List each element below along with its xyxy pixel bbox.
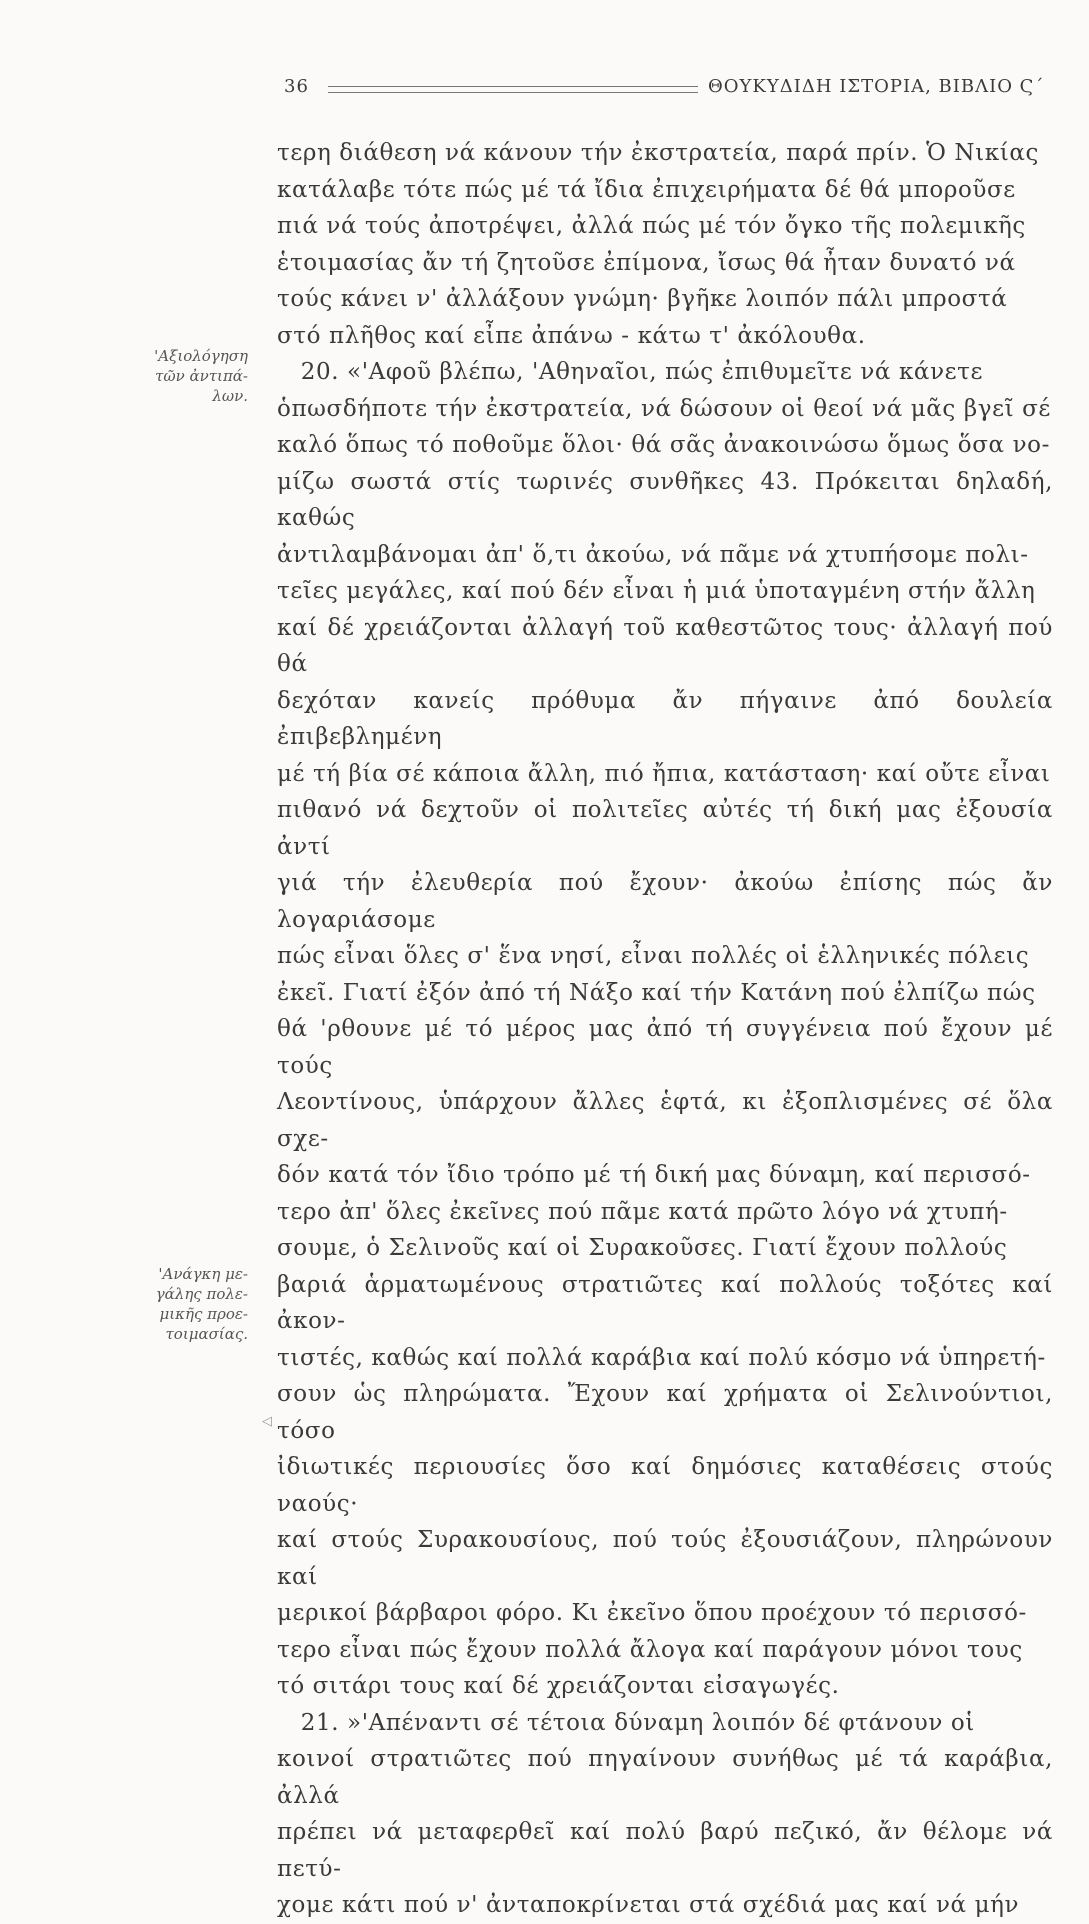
footer-mark: ◁ <box>262 1414 272 1429</box>
header-rule <box>328 86 698 93</box>
body-text: τερη διάθεση νά κάνουν τήν ἐκστρατεία, παρά πρίν. Ὁ Νικίας κατάλαβε τότε πώς μέ τά ἴδια ἐπιχειρήματα δέ θά μποροῦσε πιά νά τούς ἀποτρέψει, ἀλλά πώς μέ τόν ὄγκο τῆς πολεμικῆς ἑτοιμασίας ἄν τή ζητοῦσε ἐπίμονα, ἴσως θά ἦταν δυνατό νά τούς κάνει ν' ἀλλάξουν γνώμη· βγῆκε λοιπόν πάλι μπροστά στό πλῆθος καί εἶπε ἀπάνω - κάτω τ' ἀκόλουθα. 20. «'Αφοῦ βλέπω, 'Αθηναῖοι, πώς ἐπιθυμεῖτε νά κάνετε ὁπωσδήποτε τήν ἐκστρατεία, νά δώσουν οἱ θεοί νά μᾶς βγεῖ σέ καλό ὅπως τό ποθοῦμε ὅλοι· θά σᾶς ἀνακοινώσω ὅμως ὅσα νο- μίζω σωστά στίς τωρινές συνθῆκες 43. Πρόκειται δηλαδή, καθώς ἀντιλαμβάνομαι ἀπ' ὅ,τι ἀκούω, νά πᾶμε νά χτυπήσομε πολι- τεῖες μεγάλες, καί πού δέν εἶναι ἡ μιά ὑποταγμένη στήν ἄλλη καί δέ χρειάζονται ἀλλαγή τοῦ καθεστῶτος τους· ἀλλαγή πού θά δεχόταν κανείς πρόθυμα ἄν πήγαινε ἀπό δουλεία ἐπιβεβλημένη μέ τή βία σέ κάποια ἄλλη, πιό ἤπια, κατάσταση· καί οὔτε εἶναι πιθανό νά δεχτοῦν οἱ πολιτεῖες αὐτές τή δική μας ἐξουσία ἀντί γιά τήν ἐλευθερία πού ἔχουν· ἀκούω ἐπίσης πώς ἄν λογαριάσομε πώς εἶναι ὅλες σ' ἕνα νησί, εἶναι πολλές οἱ ἑλληνικές πόλεις ἐκεῖ. Γιατί ἐξόν ἀπό τή Νάξο καί τήν Κατάνη πού ἐλπίζω πώς θά 'ρθουνε μέ τό μέρος μας ἀπό τή συγγένεια πού ἔχουν μέ τούς Λεοντίνους, ὑπάρχουν ἄλλες ἑφτά, κι ἐξοπλισμένες σέ ὅλα σχε- δόν κατά τόν ἴδιο τρόπο μέ τή δική μας δύναμη, καί περισσό- τερο ἀπ' ὅλες ἐκεῖνες πού πᾶμε κατά πρῶτο λόγο νά χτυπή- σουμε, ὁ Σελινοῦς καί οἱ Συρακοῦσες. Γιατί ἔχουν πολλούς βαριά ἁρματωμένους στρατιῶτες καί πολλούς τοξότες καί ἀκον- τιστές, καθώς καί πολλά καράβια καί πολύ κόσμο νά ὑπηρετή- σουν ὡς πληρώματα. Ἔχουν καί χρήματα οἱ Σελινούντιοι, τόσο ἰδιωτικές περιουσίες ὅσο καί δημόσιες καταθέσεις στούς ναούς· καί στούς Συρακουσίους, πού τούς ἐξουσιάζουν, πληρώνουν καί μερικοί βάρβαροι φόρο. Κι ἐκεῖνο ὅπου προέχουν τό περισσό- τερο εἶναι πώς ἔχουν πολλά ἄλογα καί παράγουν μόνοι τους τό σιτάρι τους καί δέ χρειάζονται εἰσαγωγές. 21. »'Απέναντι σέ τέτοια δύναμη λοιπόν δέ φτάνουν οἱ κοινοί στρατιῶτες πού πηγαίνουν συνήθως μέ τά καράβια, ἀλλά πρέπει νά μεταφερθεῖ καί πολύ βαρύ πεζικό, ἄν θέλομε νά πετύ- χομε κάτι πού ν' ἀνταποκρίνεται στά σχέδιά μας καί νά μήν <box>277 140 1053 1918</box>
page-header <box>284 74 1054 104</box>
page-number: 36 <box>284 76 309 97</box>
margin-note-assessment: 'Αξιολόγηση τῶν ἀντιπά- λων. <box>154 347 248 405</box>
margin-note-preparation: 'Ανάγκη με- γάλης πολε- μικῆς προε- τοιμασίας. <box>155 1265 248 1343</box>
running-title: ΘΟΥΚΥΔΙΔΗ ΙΣΤΟΡΙΑ, ΒΙΒΛΙΟ Ϛ΄ <box>708 76 1045 97</box>
